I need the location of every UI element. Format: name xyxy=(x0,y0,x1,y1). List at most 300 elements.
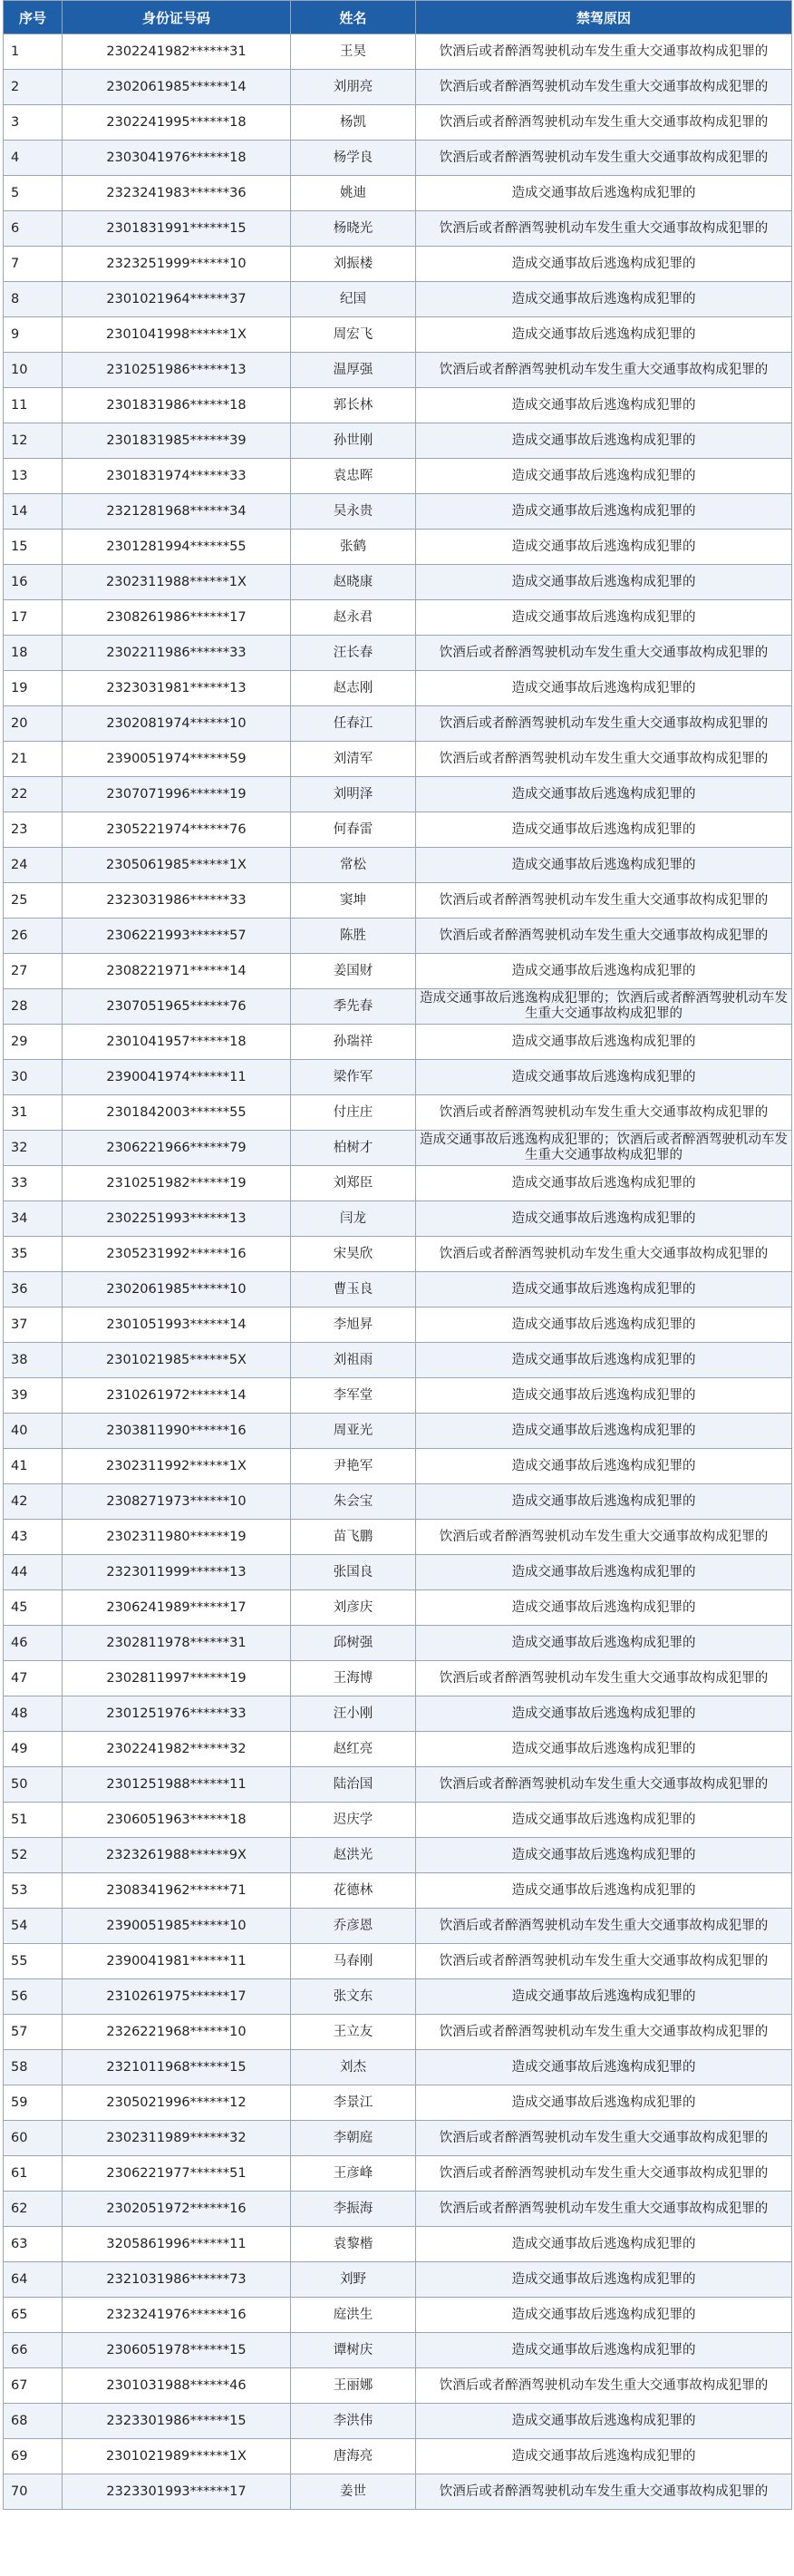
cell-name: 陈胜 xyxy=(291,919,416,954)
cell-name: 杨晓光 xyxy=(291,211,416,247)
cell-no: 49 xyxy=(4,1732,63,1767)
cell-id: 2301021989******1X xyxy=(63,2439,291,2474)
cell-no: 69 xyxy=(4,2439,63,2474)
table-row xyxy=(4,423,792,459)
cell-no: 44 xyxy=(4,1555,63,1590)
cell-reason: 造成交通事故后逃逸构成犯罪的 xyxy=(416,2298,792,2333)
cell-id: 2302241982******32 xyxy=(63,1732,291,1767)
cell-id: 2390051985******10 xyxy=(63,1909,291,1944)
cell-reason: 造成交通事故后逃逸构成犯罪的 xyxy=(416,176,792,211)
cell-no: 7 xyxy=(4,247,63,282)
cell-name: 刘野 xyxy=(291,2262,416,2298)
cell-id: 2301031988******46 xyxy=(63,2368,291,2404)
table-row xyxy=(4,919,792,954)
cell-name: 刘郑臣 xyxy=(291,1166,416,1201)
table-row xyxy=(4,1979,792,2015)
cell-name: 苗飞鹏 xyxy=(291,1520,416,1555)
cell-no: 68 xyxy=(4,2404,63,2439)
cell-name: 唐海亮 xyxy=(291,2439,416,2474)
cell-no: 39 xyxy=(4,1378,63,1414)
table-row xyxy=(4,2439,792,2474)
cell-id: 2301831986******18 xyxy=(63,388,291,423)
cell-no: 57 xyxy=(4,2015,63,2050)
cell-name: 邱树强 xyxy=(291,1626,416,1661)
cell-no: 53 xyxy=(4,1873,63,1909)
cell-reason: 饮酒后或者醉酒驾驶机动车发生重大交通事故构成犯罪的 xyxy=(416,34,792,70)
cell-no: 66 xyxy=(4,2333,63,2368)
cell-name: 付庄庄 xyxy=(291,1095,416,1131)
cell-reason: 造成交通事故后逃逸构成犯罪的 xyxy=(416,1378,792,1414)
cell-no: 52 xyxy=(4,1838,63,1873)
cell-reason: 饮酒后或者醉酒驾驶机动车发生重大交通事故构成犯罪的 xyxy=(416,2474,792,2510)
cell-no: 62 xyxy=(4,2192,63,2227)
cell-id: 2390041974******11 xyxy=(63,1060,291,1095)
table-row xyxy=(4,636,792,671)
table-row xyxy=(4,1272,792,1307)
table-row xyxy=(4,1131,792,1166)
cell-name: 李洪伟 xyxy=(291,2404,416,2439)
table-row xyxy=(4,2121,792,2156)
cell-reason: 饮酒后或者醉酒驾驶机动车发生重大交通事故构成犯罪的 xyxy=(416,1520,792,1555)
cell-no: 40 xyxy=(4,1414,63,1449)
cell-reason: 造成交通事故后逃逸构成犯罪的 xyxy=(416,1414,792,1449)
cell-id: 2323031986******33 xyxy=(63,883,291,919)
cell-id: 2390051974******59 xyxy=(63,742,291,777)
cell-name: 赵志刚 xyxy=(291,671,416,706)
cell-id: 2306221977******51 xyxy=(63,2156,291,2192)
cell-reason: 饮酒后或者醉酒驾驶机动车发生重大交通事故构成犯罪的 xyxy=(416,211,792,247)
cell-reason: 造成交通事故后逃逸构成犯罪的 xyxy=(416,459,792,494)
cell-no: 25 xyxy=(4,883,63,919)
cell-no: 17 xyxy=(4,600,63,636)
cell-reason: 造成交通事故后逃逸构成犯罪的 xyxy=(416,1272,792,1307)
table-row xyxy=(4,1555,792,1590)
cell-name: 赵永君 xyxy=(291,600,416,636)
cell-reason: 饮酒后或者醉酒驾驶机动车发生重大交通事故构成犯罪的 xyxy=(416,1095,792,1131)
table-row xyxy=(4,1909,792,1944)
cell-no: 55 xyxy=(4,1944,63,1979)
cell-name: 常松 xyxy=(291,848,416,883)
cell-no: 38 xyxy=(4,1343,63,1378)
table-row xyxy=(4,742,792,777)
table-row xyxy=(4,1484,792,1520)
cell-reason: 饮酒后或者醉酒驾驶机动车发生重大交通事故构成犯罪的 xyxy=(416,70,792,105)
cell-name: 季先春 xyxy=(291,989,416,1025)
cell-no: 60 xyxy=(4,2121,63,2156)
cell-name: 杨凯 xyxy=(291,105,416,141)
cell-name: 窦坤 xyxy=(291,883,416,919)
cell-id: 3205861996******11 xyxy=(63,2227,291,2262)
cell-name: 孙世刚 xyxy=(291,423,416,459)
cell-reason: 饮酒后或者醉酒驾驶机动车发生重大交通事故构成犯罪的 xyxy=(416,636,792,671)
table-row xyxy=(4,1838,792,1873)
table-row xyxy=(4,706,792,742)
cell-name: 马春刚 xyxy=(291,1944,416,1979)
cell-id: 2323031981******13 xyxy=(63,671,291,706)
cell-reason: 造成交通事故后逃逸构成犯罪的 xyxy=(416,1449,792,1484)
cell-id: 2323011999******13 xyxy=(63,1555,291,1590)
cell-id: 2302311988******1X xyxy=(63,565,291,600)
cell-id: 2301251976******33 xyxy=(63,1696,291,1732)
header-no: 序号 xyxy=(4,1,63,34)
cell-no: 3 xyxy=(4,105,63,141)
cell-name: 陆治国 xyxy=(291,1767,416,1803)
cell-no: 22 xyxy=(4,777,63,812)
table-row xyxy=(4,1626,792,1661)
cell-name: 尹艳军 xyxy=(291,1449,416,1484)
table-row xyxy=(4,1201,792,1237)
cell-no: 31 xyxy=(4,1095,63,1131)
cell-no: 33 xyxy=(4,1166,63,1201)
cell-id: 2302081974******10 xyxy=(63,706,291,742)
cell-id: 2306241989******17 xyxy=(63,1590,291,1626)
table-row xyxy=(4,2262,792,2298)
cell-reason: 造成交通事故后逃逸构成犯罪的 xyxy=(416,1201,792,1237)
cell-id: 2301842003******55 xyxy=(63,1095,291,1131)
cell-name: 何春雷 xyxy=(291,812,416,848)
cell-name: 刘振楼 xyxy=(291,247,416,282)
cell-no: 24 xyxy=(4,848,63,883)
cell-id: 2308341962******71 xyxy=(63,1873,291,1909)
table-row xyxy=(4,1237,792,1272)
cell-reason: 造成交通事故后逃逸构成犯罪的 xyxy=(416,777,792,812)
cell-id: 2301831985******39 xyxy=(63,423,291,459)
cell-name: 庭洪生 xyxy=(291,2298,416,2333)
cell-no: 67 xyxy=(4,2368,63,2404)
cell-reason: 饮酒后或者醉酒驾驶机动车发生重大交通事故构成犯罪的 xyxy=(416,2156,792,2192)
cell-id: 2307071996******19 xyxy=(63,777,291,812)
cell-name: 刘杰 xyxy=(291,2050,416,2085)
cell-id: 2302311992******1X xyxy=(63,1449,291,1484)
cell-name: 郭长林 xyxy=(291,388,416,423)
cell-no: 45 xyxy=(4,1590,63,1626)
cell-no: 27 xyxy=(4,954,63,989)
cell-no: 2 xyxy=(4,70,63,105)
cell-id: 2301021985******5X xyxy=(63,1343,291,1378)
table-row xyxy=(4,1343,792,1378)
cell-name: 张鹤 xyxy=(291,530,416,565)
cell-no: 5 xyxy=(4,176,63,211)
cell-reason: 饮酒后或者醉酒驾驶机动车发生重大交通事故构成犯罪的 xyxy=(416,883,792,919)
cell-name: 李军堂 xyxy=(291,1378,416,1414)
cell-no: 9 xyxy=(4,317,63,353)
cell-reason: 造成交通事故后逃逸构成犯罪的 xyxy=(416,2333,792,2368)
cell-no: 61 xyxy=(4,2156,63,2192)
cell-no: 64 xyxy=(4,2262,63,2298)
cell-id: 2323261988******9X xyxy=(63,1838,291,1873)
cell-name: 闫龙 xyxy=(291,1201,416,1237)
table-row xyxy=(4,1095,792,1131)
cell-reason: 造成交通事故后逃逸构成犯罪的 xyxy=(416,530,792,565)
cell-no: 23 xyxy=(4,812,63,848)
cell-reason: 造成交通事故后逃逸构成犯罪的 xyxy=(416,1060,792,1095)
cell-no: 28 xyxy=(4,989,63,1025)
table-row xyxy=(4,1803,792,1838)
table-row xyxy=(4,1696,792,1732)
cell-id: 2302811997******19 xyxy=(63,1661,291,1696)
table-row xyxy=(4,565,792,600)
cell-name: 赵洪光 xyxy=(291,1838,416,1873)
cell-no: 14 xyxy=(4,494,63,530)
cell-id: 2390041981******11 xyxy=(63,1944,291,1979)
cell-name: 任春江 xyxy=(291,706,416,742)
cell-name: 赵晓康 xyxy=(291,565,416,600)
cell-id: 2305021996******12 xyxy=(63,2085,291,2121)
cell-no: 21 xyxy=(4,742,63,777)
cell-no: 50 xyxy=(4,1767,63,1803)
cell-reason: 饮酒后或者醉酒驾驶机动车发生重大交通事故构成犯罪的 xyxy=(416,2368,792,2404)
cell-no: 37 xyxy=(4,1307,63,1343)
cell-name: 温厚强 xyxy=(291,353,416,388)
cell-reason: 饮酒后或者醉酒驾驶机动车发生重大交通事故构成犯罪的 xyxy=(416,706,792,742)
table-row xyxy=(4,282,792,317)
cell-id: 2326221968******10 xyxy=(63,2015,291,2050)
cell-no: 65 xyxy=(4,2298,63,2333)
cell-reason: 造成交通事故后逃逸构成犯罪的 xyxy=(416,2227,792,2262)
cell-id: 2302811978******31 xyxy=(63,1626,291,1661)
cell-name: 乔彦恩 xyxy=(291,1909,416,1944)
cell-name: 王彦峰 xyxy=(291,2156,416,2192)
cell-no: 10 xyxy=(4,353,63,388)
cell-name: 孙瑞祥 xyxy=(291,1025,416,1060)
cell-reason: 造成交通事故后逃逸构成犯罪的 xyxy=(416,494,792,530)
cell-reason: 饮酒后或者醉酒驾驶机动车发生重大交通事故构成犯罪的 xyxy=(416,141,792,176)
cell-reason: 饮酒后或者醉酒驾驶机动车发生重大交通事故构成犯罪的 xyxy=(416,919,792,954)
table-row xyxy=(4,141,792,176)
cell-no: 13 xyxy=(4,459,63,494)
cell-name: 谭树庆 xyxy=(291,2333,416,2368)
table-row xyxy=(4,317,792,353)
table-row xyxy=(4,954,792,989)
cell-id: 2306051963******18 xyxy=(63,1803,291,1838)
cell-id: 2323301986******15 xyxy=(63,2404,291,2439)
cell-no: 15 xyxy=(4,530,63,565)
table-row xyxy=(4,1378,792,1414)
cell-no: 51 xyxy=(4,1803,63,1838)
table-row xyxy=(4,494,792,530)
table-row xyxy=(4,2050,792,2085)
table-row xyxy=(4,2085,792,2121)
cell-name: 宋昊欣 xyxy=(291,1237,416,1272)
cell-name: 迟庆学 xyxy=(291,1803,416,1838)
table-row xyxy=(4,1873,792,1909)
cell-name: 杨学良 xyxy=(291,141,416,176)
cell-id: 2301831991******15 xyxy=(63,211,291,247)
table-row xyxy=(4,812,792,848)
cell-id: 2307051965******76 xyxy=(63,989,291,1025)
header-name: 姓名 xyxy=(291,1,416,34)
cell-reason: 饮酒后或者醉酒驾驶机动车发生重大交通事故构成犯罪的 xyxy=(416,105,792,141)
cell-id: 2301051993******14 xyxy=(63,1307,291,1343)
cell-reason: 造成交通事故后逃逸构成犯罪的 xyxy=(416,1343,792,1378)
cell-reason: 造成交通事故后逃逸构成犯罪的；饮酒后或者醉酒驾驶机动车发生重大交通事故构成犯罪的 xyxy=(416,989,792,1025)
table-row xyxy=(4,1520,792,1555)
table-row xyxy=(4,848,792,883)
cell-reason: 造成交通事故后逃逸构成犯罪的 xyxy=(416,1979,792,2015)
cell-reason: 饮酒后或者醉酒驾驶机动车发生重大交通事故构成犯罪的 xyxy=(416,1767,792,1803)
table-row xyxy=(4,211,792,247)
cell-no: 70 xyxy=(4,2474,63,2510)
cell-name: 汪长春 xyxy=(291,636,416,671)
table-row xyxy=(4,2156,792,2192)
cell-reason: 饮酒后或者醉酒驾驶机动车发生重大交通事故构成犯罪的 xyxy=(416,2015,792,2050)
cell-reason: 造成交通事故后逃逸构成犯罪的 xyxy=(416,1696,792,1732)
cell-name: 李朝庭 xyxy=(291,2121,416,2156)
cell-no: 46 xyxy=(4,1626,63,1661)
cell-name: 袁黎楷 xyxy=(291,2227,416,2262)
table-row xyxy=(4,2404,792,2439)
cell-reason: 造成交通事故后逃逸构成犯罪的 xyxy=(416,1025,792,1060)
cell-id: 2310261972******14 xyxy=(63,1378,291,1414)
cell-id: 2321281968******34 xyxy=(63,494,291,530)
cell-no: 36 xyxy=(4,1272,63,1307)
cell-id: 2302061985******10 xyxy=(63,1272,291,1307)
cell-reason: 造成交通事故后逃逸构成犯罪的 xyxy=(416,812,792,848)
cell-name: 袁忠晖 xyxy=(291,459,416,494)
cell-no: 32 xyxy=(4,1131,63,1166)
cell-id: 2310261975******17 xyxy=(63,1979,291,2015)
cell-no: 54 xyxy=(4,1909,63,1944)
cell-name: 朱会宝 xyxy=(291,1484,416,1520)
cell-id: 2321031986******73 xyxy=(63,2262,291,2298)
cell-id: 2310251986******13 xyxy=(63,353,291,388)
cell-id: 2301281994******55 xyxy=(63,530,291,565)
cell-no: 35 xyxy=(4,1237,63,1272)
table-row xyxy=(4,2015,792,2050)
cell-reason: 造成交通事故后逃逸构成犯罪的 xyxy=(416,2050,792,2085)
cell-no: 12 xyxy=(4,423,63,459)
cell-id: 2302241982******31 xyxy=(63,34,291,70)
cell-name: 刘明泽 xyxy=(291,777,416,812)
cell-name: 王立友 xyxy=(291,2015,416,2050)
cell-reason: 造成交通事故后逃逸构成犯罪的 xyxy=(416,2262,792,2298)
cell-id: 2321011968******15 xyxy=(63,2050,291,2085)
cell-reason: 造成交通事故后逃逸构成犯罪的 xyxy=(416,1166,792,1201)
cell-reason: 造成交通事故后逃逸构成犯罪的 xyxy=(416,954,792,989)
cell-id: 2302211986******33 xyxy=(63,636,291,671)
cell-reason: 饮酒后或者醉酒驾驶机动车发生重大交通事故构成犯罪的 xyxy=(416,2121,792,2156)
cell-reason: 造成交通事故后逃逸构成犯罪的 xyxy=(416,1873,792,1909)
cell-name: 柏树才 xyxy=(291,1131,416,1166)
table-row xyxy=(4,883,792,919)
cell-reason: 造成交通事故后逃逸构成犯罪的 xyxy=(416,1838,792,1873)
cell-id: 2303041976******18 xyxy=(63,141,291,176)
table-row xyxy=(4,1166,792,1201)
cell-id: 2301831974******33 xyxy=(63,459,291,494)
table-row xyxy=(4,530,792,565)
table-row xyxy=(4,1661,792,1696)
cell-name: 周宏飞 xyxy=(291,317,416,353)
cell-no: 43 xyxy=(4,1520,63,1555)
cell-reason: 造成交通事故后逃逸构成犯罪的 xyxy=(416,2085,792,2121)
table-row xyxy=(4,388,792,423)
cell-no: 58 xyxy=(4,2050,63,2085)
cell-reason: 造成交通事故后逃逸构成犯罪的 xyxy=(416,1555,792,1590)
cell-no: 26 xyxy=(4,919,63,954)
cell-id: 2305061985******1X xyxy=(63,848,291,883)
cell-no: 11 xyxy=(4,388,63,423)
cell-reason: 造成交通事故后逃逸构成犯罪的；饮酒后或者醉酒驾驶机动车发生重大交通事故构成犯罪的 xyxy=(416,1131,792,1166)
table-row xyxy=(4,600,792,636)
cell-reason: 造成交通事故后逃逸构成犯罪的 xyxy=(416,2439,792,2474)
cell-reason: 饮酒后或者醉酒驾驶机动车发生重大交通事故构成犯罪的 xyxy=(416,1237,792,1272)
cell-name: 张国良 xyxy=(291,1555,416,1590)
cell-reason: 造成交通事故后逃逸构成犯罪的 xyxy=(416,1732,792,1767)
table-row xyxy=(4,989,792,1025)
cell-name: 汪小刚 xyxy=(291,1696,416,1732)
cell-id: 2302051972******16 xyxy=(63,2192,291,2227)
cell-no: 19 xyxy=(4,671,63,706)
cell-name: 张文东 xyxy=(291,1979,416,2015)
cell-id: 2305221974******76 xyxy=(63,812,291,848)
cell-id: 2302241995******18 xyxy=(63,105,291,141)
cell-reason: 造成交通事故后逃逸构成犯罪的 xyxy=(416,565,792,600)
table-row xyxy=(4,1590,792,1626)
cell-reason: 造成交通事故后逃逸构成犯罪的 xyxy=(416,671,792,706)
table-row xyxy=(4,2298,792,2333)
cell-id: 2302311989******32 xyxy=(63,2121,291,2156)
cell-no: 59 xyxy=(4,2085,63,2121)
cell-id: 2323241983******36 xyxy=(63,176,291,211)
cell-id: 2302251993******13 xyxy=(63,1201,291,1237)
cell-reason: 饮酒后或者醉酒驾驶机动车发生重大交通事故构成犯罪的 xyxy=(416,1944,792,1979)
table-row xyxy=(4,671,792,706)
table-row xyxy=(4,2474,792,2510)
cell-no: 41 xyxy=(4,1449,63,1484)
cell-name: 姜国财 xyxy=(291,954,416,989)
table-row xyxy=(4,1449,792,1484)
cell-name: 刘祖雨 xyxy=(291,1343,416,1378)
cell-reason: 造成交通事故后逃逸构成犯罪的 xyxy=(416,282,792,317)
cell-reason: 造成交通事故后逃逸构成犯罪的 xyxy=(416,848,792,883)
cell-no: 42 xyxy=(4,1484,63,1520)
table-row xyxy=(4,1060,792,1095)
cell-no: 18 xyxy=(4,636,63,671)
cell-id: 2301041998******1X xyxy=(63,317,291,353)
cell-name: 李振海 xyxy=(291,2192,416,2227)
cell-id: 2310251982******19 xyxy=(63,1166,291,1201)
header-reason: 禁驾原因 xyxy=(416,1,792,34)
table-row xyxy=(4,353,792,388)
table-row xyxy=(4,1767,792,1803)
table-header-row xyxy=(4,1,792,34)
table-row xyxy=(4,2192,792,2227)
cell-id: 2303811990******16 xyxy=(63,1414,291,1449)
table-row xyxy=(4,2227,792,2262)
table-row xyxy=(4,70,792,105)
cell-name: 王丽娜 xyxy=(291,2368,416,2404)
cell-no: 20 xyxy=(4,706,63,742)
cell-no: 47 xyxy=(4,1661,63,1696)
table-row xyxy=(4,1732,792,1767)
cell-id: 2323251999******10 xyxy=(63,247,291,282)
table-row xyxy=(4,176,792,211)
table-row xyxy=(4,247,792,282)
cell-id: 2306051978******15 xyxy=(63,2333,291,2368)
cell-name: 梁作军 xyxy=(291,1060,416,1095)
table-row xyxy=(4,34,792,70)
cell-no: 4 xyxy=(4,141,63,176)
table-row xyxy=(4,1307,792,1343)
cell-no: 6 xyxy=(4,211,63,247)
cell-id: 2308261986******17 xyxy=(63,600,291,636)
cell-id: 2301251988******11 xyxy=(63,1767,291,1803)
cell-name: 花德林 xyxy=(291,1873,416,1909)
cell-name: 刘朋亮 xyxy=(291,70,416,105)
cell-name: 周亚光 xyxy=(291,1414,416,1449)
cell-name: 吴永贵 xyxy=(291,494,416,530)
table-row xyxy=(4,459,792,494)
